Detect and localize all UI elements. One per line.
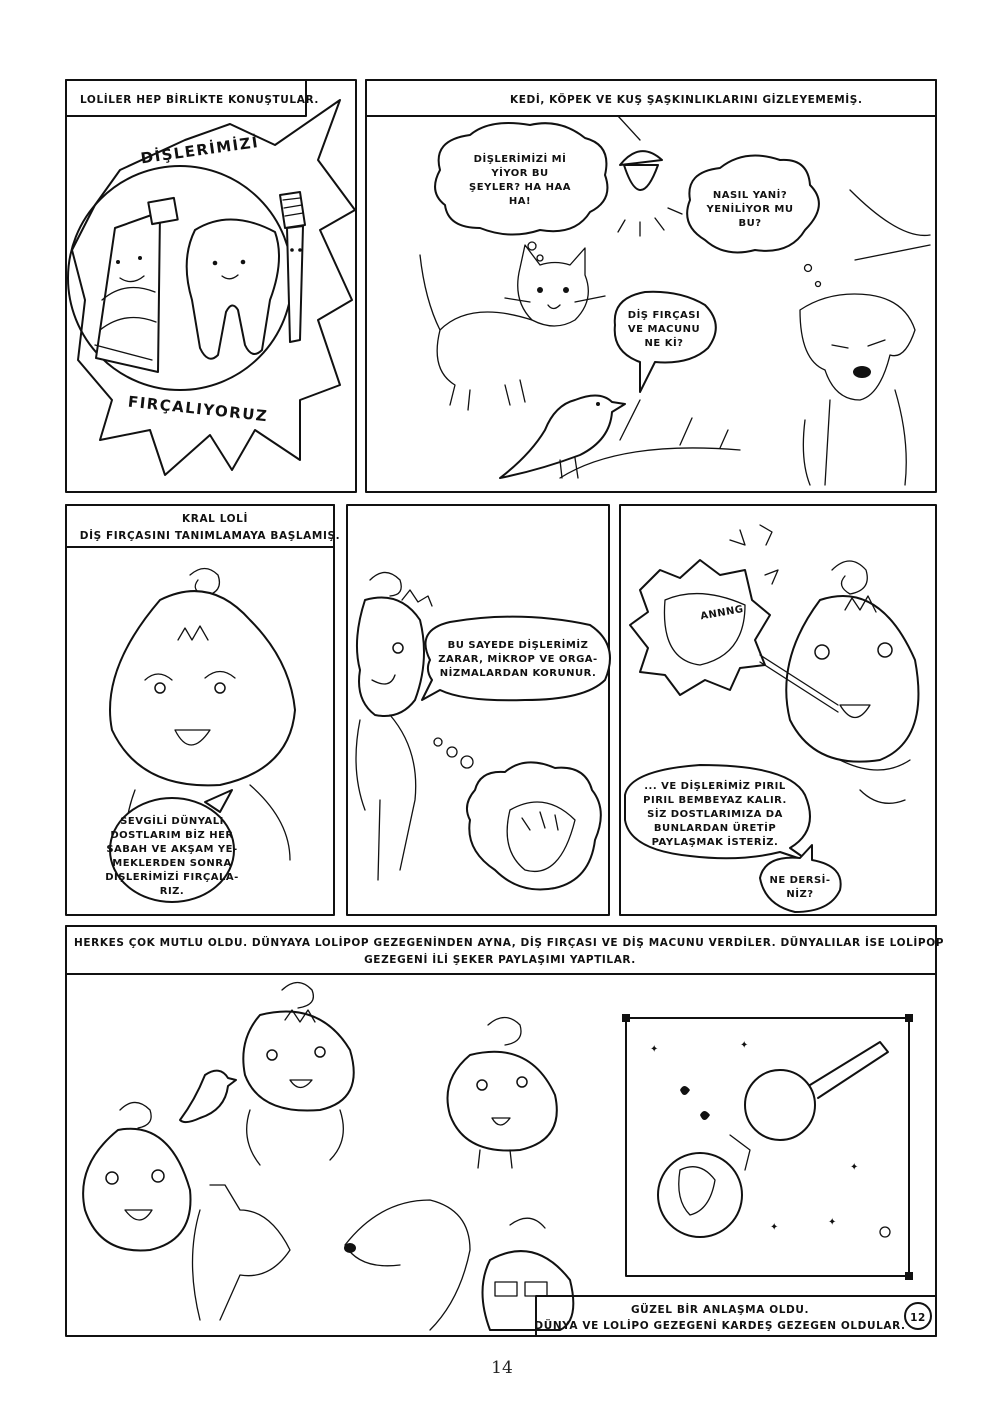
heart-icon [700,1111,710,1120]
star-icon: ✦ [740,1040,749,1051]
panel-3-bubble-line-2: DOSTLARIM BİZ HER [110,830,234,841]
comic-page-number: 12 [910,1312,926,1324]
cat-bubble-line-1: DİŞLERİMİZİ Mİ [473,154,567,165]
teeth-thought-cloud [467,762,601,889]
panel-3-bubble-line-3: SABAH VE AKŞAM YE- [106,844,238,855]
bird-bubble-line-2: VE MACUNU [627,324,701,335]
panel-3-caption-line-1: KRAL LOLİ [182,513,248,525]
loli-group-left [83,983,354,1321]
panel-6-bottom-caption-line-1: GÜZEL BİR ANLAŞMA OLDU. [630,1304,810,1316]
panel-4-bubble-line-3: NİZMALARDAN KORUNUR. [439,668,597,679]
panel-5-bubble-line-1: ... VE DİŞLERİMİZ PIRIL [644,781,786,792]
panel-1 [66,80,355,475]
page-number: 14 [491,1358,513,1378]
loli-middle-character [448,1018,557,1169]
panel-6-caption-line-1: HERKES ÇOK MUTLU OLDU. DÜNYAYA LOLİPOP GEZEGENİNDEN AYNA, DİŞ FIRÇASI VE DİŞ MACUNU VERDİLER. DÜNYALILAR İSE LOLİPOP [74,937,945,949]
panel-4 [356,573,610,890]
panel-3-caption-line-2: DİŞ FIRÇASINI TANIMLAMAYA BAŞLAMIŞ. [79,530,341,542]
earth-globe-icon [658,1153,742,1237]
panel-5-bubble-line-3: SİZ DOSTLARIMIZA DA [647,809,783,820]
dog-bubble-line-1: NASIL YANİ? [712,190,788,201]
panel-5-bubble-line-4: BUNLARDAN ÜRETİP [653,823,777,834]
sound-effect-text: ANNNG [699,603,745,623]
bird-bubble-line-3: NE Kİ? [644,338,684,349]
star-icon: ✦ [828,1217,837,1228]
king-loli-large-character [760,561,918,803]
bird-bubble-line-1: DİŞ FIRÇASI [627,310,701,321]
loli-profile-character [356,573,432,881]
panel-2 [366,80,936,485]
mirror-frame [622,1014,913,1280]
panel-3-bubble-line-5: DİŞLERİMİZİ FIRÇALA- [105,872,239,883]
lollipop-planet-icon [745,1070,815,1140]
panel-6-bottom-caption-line-2: DÜNYA VE LOLİPO GEZEGENİ KARDEŞ GEZEGEN OLDULAR. [534,1320,906,1332]
dog-drawing [800,190,930,485]
panel-3-bubble-line-1: SEVGİLİ DÜNYALI [120,816,224,827]
panel-5 [625,525,918,912]
panel-5-small-bubble-line-1: NE DERSİ- [769,875,831,886]
cat-drawing [420,245,605,410]
small-bird-icon [180,1071,236,1122]
panel-3 [66,505,340,902]
star-icon: ✦ [770,1222,779,1233]
heart-icon [680,1086,690,1095]
badge-bottom-text: FIRÇALIYORUZ [127,392,270,426]
star-icon: ✦ [650,1044,659,1055]
dog-bubble-line-2: YENİLİYOR MU [706,204,794,215]
mouth-burst-shape [630,560,770,695]
star-icon: ✦ [850,1162,859,1173]
panel-5-bubble-line-5: PAYLAŞMAK İSTERİZ. [651,837,779,848]
panel-3-bubble-line-6: RIZ. [159,886,185,897]
panel-6 [66,926,944,1336]
dog-bubble-line-3: BU? [738,218,762,229]
branch-lines [620,400,728,448]
lollipop-stick [810,1042,888,1098]
ground-line [560,448,740,478]
cat-bubble-line-4: HA! [508,196,532,207]
cat-bubble-line-3: ŞEYLER? HA HAA [469,182,571,193]
panel-1-caption: LOLİLER HEP BİRLİKTE KONUŞTULAR. [80,94,319,106]
panel-5-bubble-line-2: PIRIL BEMBEYAZ KALIR. [643,795,787,806]
acorn-icon [618,116,682,236]
panel-6-caption-line-2: GEZEGENİ İLİ ŞEKER PAYLAŞIMI YAPTILAR. [364,954,636,966]
loli-glasses-character [483,1218,574,1330]
panel-5-small-bubble-line-2: NİZ? [786,889,814,900]
cat-head-drawing [193,1185,291,1320]
panel-2-caption: KEDİ, KÖPEK VE KUŞ ŞAŞKINLIKLARINI GİZLEYEMEMİŞ. [510,94,863,106]
cat-bubble-line-2: YİYOR BU [491,168,549,179]
badge-top-text: DİŞLERİMİZİ [139,133,261,168]
dog-head-drawing [345,1200,470,1330]
panel-3-bubble-line-4: MEKLERDEN SONRA [112,858,232,869]
panel-4-bubble-line-1: BU SAYEDE DİŞLERİMİZ [447,640,589,651]
panel-4-bubble-line-2: ZARAR, MİKROP VE ORGA- [438,654,598,665]
bird-drawing [500,395,625,478]
